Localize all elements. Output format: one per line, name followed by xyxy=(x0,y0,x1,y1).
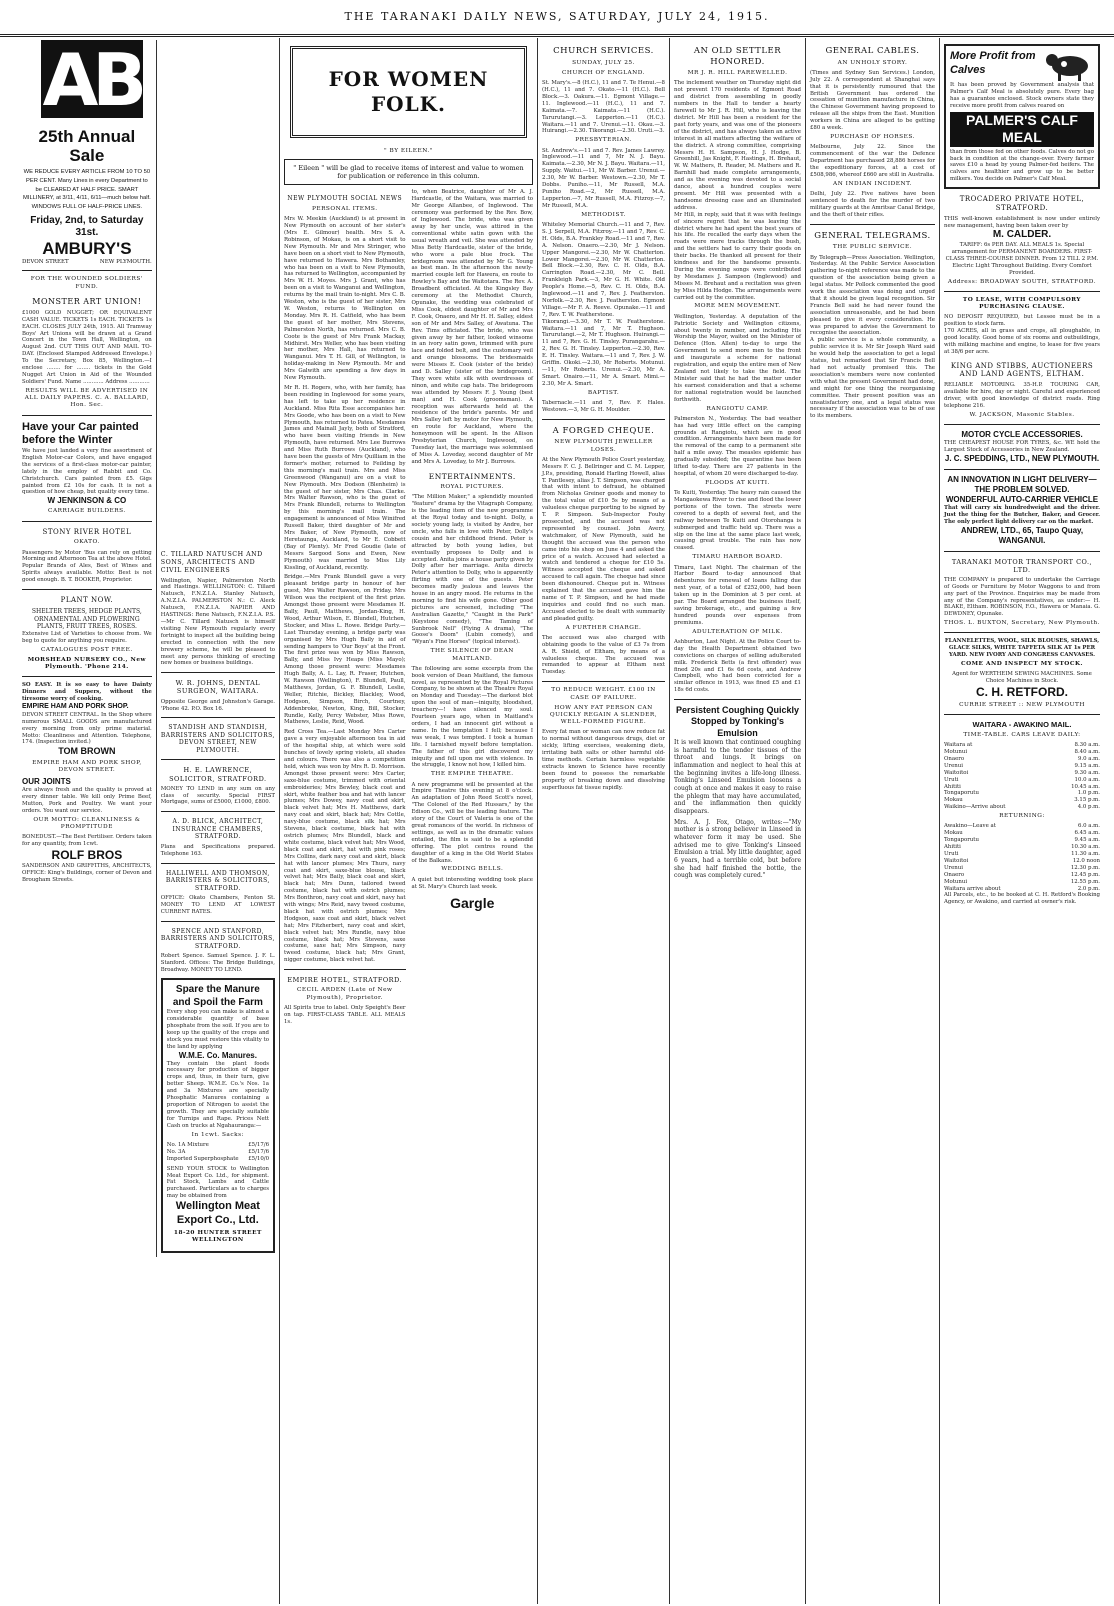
sale-text: WE REDUCE EVERY ARTICLE FROM 10 TO 50 PER CENT. Many Lines in every Department to be CLEARED AT HALF PRICE. SMART MILLINERY, at 3/11, 4/11, 6/11—much below half. WINDOWS FULL OF HALF-PRICE LINES. xyxy=(23,169,151,211)
taranaki-motor: TARANAKI MOTOR TRANSPORT CO., LTD. xyxy=(951,557,1093,574)
prices-head: In 1cwt. Sacks: xyxy=(191,1131,245,1138)
andrew: ANDREW, LTD., 65, Taupo Quay, WANGANUI. xyxy=(960,525,1084,545)
masthead xyxy=(0,0,1114,37)
ambury-address: DEVON STREET NEW PLYMOUTH. xyxy=(22,258,152,265)
sale-dates: Friday, 2nd, to Saturday 31st. xyxy=(30,214,144,239)
joints: OUR JOINTS xyxy=(22,777,71,787)
spence: SPENCE AND STANFORD, BARRISTERS AND SOLICITORS, STRATFORD. xyxy=(160,927,275,950)
methodist: METHODIST. xyxy=(581,211,626,218)
gargle-ad: Gargle xyxy=(450,894,495,911)
union-text: £1000 GOLD NUGGET; OR EQUIVALENT CASH VALUE. TICKETS 1s EACH. TICKETS 1s EACH. CLOSES JULY 24th, 1915. All Tramway Boys' Art Unions will be drawn at a Grand Concert in the Town Hall, Wellington, on August 2nd. CUT THIS OUT AND MAIL TO-DAY. (Enclosed Stamped Addressed Envelope.) To the Secretary, Box 85, Wellington.—I enclose ........ for ........ tickets in the Gold Nugget Art Union in Aid of the Wounded Soldiers' Fund. Name ............ Address ............ xyxy=(22,309,152,385)
rangiotu-text: Palmerston N., Yesterday. The bad weather has had very little effect on the camping grounds at Rangiotu, which are in good condition. Arrangements have been made for the removal of the camp to a permanent site half a mile away. The measles epidemic has gradually subsided; the quarantine has been lifted to-day. There are 27 patients in the hospital, of whom 20 were discharged to-day. xyxy=(674,415,801,477)
royal-text: "The Million Maker," a splendidly mounted "feature" drama by the Vitagraph Company, is the leading item of the new programme at the Royal today and to-night. Dolly, a society young lady, is visited by Andre, her uncle, who falls in love with Peter, Dolly's cousin and her childhood friend. Peter is attracted by both young ladies, but eventually proposes to Dolly and is accepted. Anita joins a house party given by Dolly after her marriage. Anita directs Peter's attention to Dolly, who is apparently flirting with one of the guests. Peter becomes madly jealous and leaves the house in an angry mood. He returns in the morning to find his wife gone. Other good pictures are screened, including "The Australian Gazette," "Caught in the Park" (Keystone comedy), "The Taming of Sunbrook Nell" (Flying A drama), "The Goose's Doom" (Lubin comedy), and "Wyan's Fine Horses" (topical interest). xyxy=(411,494,533,646)
cow-illustration xyxy=(1044,50,1094,82)
red-cross: Red Cross Tea.—Last Monday Mrs Carter gave a very enjoyable afternoon tea in aid of the hospital ship, at which were sold bunches of lovely spring violets, all shades and colours. There was also a competition held, which was won by Mrs R. D. Morrison. Amongst those present were: Mrs Carter, saxe-blue costume, trimmed with oriental embroideries; Mrs Bewley, black coat and skirt, white feather boa and hat with lancer plumes; Mrs Dowey, navy coat and skirt, black velvet hat; Mrs H. Matthews, dark navy coat and skirt, black hat; Mrs Cottle, navy-blue costume, black silk hat; Mrs Stevens, black costume, black hat with ostrich plumes; Mrs Blundell, black and white costume, black velvet hat; Mrs Wood, black coat and skirt, hat with pink roses; Mrs Collins, dark navy coat and skirt, black hat with lancer plumes; Mrs Thurs, navy coat and skirt, saxe-blue blouse, black velvet hat; Mrs Baily, black coat and skirt, black hat; Mrs Dunn, tailored tweed costume, black hat with ostrich plumes; Mrs Bonthron, navy coat and skirt, navy hat with wings; Mrs Reid, navy tweed costume, black hat with ostrich plumes; Mrs Hodgson, saxe coat and skirt, black velvet hat; Mrs Fitzherbert, navy coat and skirt, black velvet hat; Mrs Rundle, navy blue costume, black hat; Mrs Stevens, saxe costume, saxe hat; Mrs Simpson, navy tweed costume, black hat; Mrs Grant, nigger costume, black velvet hat. xyxy=(284,729,406,964)
return-row: Awakino—Leave at 6.0 a.m. xyxy=(944,823,1100,830)
waitara-mail: WAITARA - AWAKINO MAIL. xyxy=(972,720,1072,730)
reduce: TO REDUCE WEIGHT. £100 IN CASE OF FAILURE. xyxy=(551,687,656,701)
manure-text: Every shop you can make is almost a considerable quantity of base phosphate from the soil. If you are to keep up the quality of the crops and stock you must restore this vitality to the land by applying xyxy=(166,1009,269,1050)
blick: A. D. BLICK, ARCHITECT, INSURANCE CHAMBERS, STRATFORD. xyxy=(172,818,264,841)
return-row: Waitoitoi 12.0 noon xyxy=(944,857,1100,864)
column-3 xyxy=(538,38,670,1604)
carrier: WONDERFUL AUTO-CARRIER VEHICLE xyxy=(945,494,1099,504)
schedule-row: Uruti 10.0 a.m. xyxy=(944,776,1100,783)
c-of-e-text: St. Mary's.—8 (H.C.), 11 and 7. Te Henui.—8 (H.C.), 11 and 7. Okato.—11 (H.C.). Bell Block.—3. Oakura.—11. Egmont Village.—11. Inglewood.—11 (H.C.), 11 and 7. Kaimata.—7. Kaimata.—11 (H.C.). Tarurutangi.—3. Lepperton.—11 (H.C.). Waitara.—11 and 7. Urenui.—11. Okau.—3. Huirangi.—2.30. Tikorangi.—2.30. Uruti.—3. xyxy=(542,80,665,135)
adulteration: ADULTERATION OF MILK. xyxy=(692,628,783,635)
union-results: RESULTS WILL BE ADVERTISED IN ALL DAILY PAPERS. C. A. BALLARD, Hon. Sec. xyxy=(24,387,150,409)
okato: OKATO. xyxy=(73,539,100,546)
empire-hotel-text: CECIL ARDEN (Late of New Plymouth), Proprietor. xyxy=(296,987,393,1001)
persistent: Persistent Coughing Quickly Stopped by Tonking's Emulsion xyxy=(675,705,800,738)
blick-text: Plans and Specifications prepared. Telephone 163. xyxy=(160,843,275,857)
ab-logo: AB xyxy=(42,38,142,122)
settler-text: The inclement weather on Thursday night did not prevent 170 residents of Egmont Road and district from assembling in goodly numbers in the Hall to tender a hearty farewell to Mr J. R. Hill, who is leaving the district. Mr Hill has been a resident for the past forty years, and was one of the pioneers of the district, and has always taken an active interest in all matters affecting the welfare of the district. A strong committee, comprising Messrs H. H. Sampson, H. J. Hodge, B. Greenhill, Jas Knight, F. Hastings, H. Brehaut, W. W. Mathers, R. Reader, M. Mathers and R. Barnhill had made complete arrangements, and as the evening was devoted to a social dance, about a hundred couples were present. Mr Hill was presented with a handsome dressing case and an illuminated address. xyxy=(674,80,801,211)
trees: SHELTER TREES, HEDGE PLANTS, ORNAMENTAL AND FLOWERING PLANTS, FRUIT TREES, ROSES. xyxy=(31,607,142,631)
return-row: Uruti 11.30 a.m. xyxy=(944,850,1100,857)
rolf: ROLF BROS xyxy=(51,848,123,863)
manure-title: Spare the Manure and Spoil the Farm xyxy=(172,984,263,1008)
more-text: Tikorangi.—3.30, Mr T. W. Featherstone. Waitara.—11 and 7, Mr T. Hughson. Tarurutangi.—2, Mr T. Hughson. Huirangi.—11 and 7, Rev. G. H. Tinsley. Purangarahu.—2, Rev. G. H. Tinsley. Lepperton.—2.30, Rev. E. H. Tinsley. Waitara.—11 and 7, Rev. J. W. Griffin. Okoki.—2.30, Mr Roberts. Motunui.—11, Mr Roberts. Urenui.—2.30, Mr A. Smart. Onairo.—11, Mr A. Smart. Mimi.—2.30, Mr A. Smart. xyxy=(542,318,665,387)
methodist-text: Whiteley Memorial Church.—11 and 7, Rev. S. J. Serpell, M.A. Fitzroy.—11 and 7, Rev. C. H. Olds, B.A. Frankley Road.—11 and 7, Rev. A. Nelson. Onaero.—2.30, Mr J. Nelson. Upper Mangorei.—2.30, Mr W. Chatterton. Lower Mangorei.—2.30, Mr W. Chatterton. Bell Block.—2.30, Rev. C. H. Olds, B.A. Carrington Road.—2.30, Mr C. Bell. Frankleigh Park.—3, Mr G. H. White. Old People's Home.—5, Rev. C. H. Olds, B.A. Inglewood.—11 and 7, Rev. J. Featherston. Norfolk.—2.30, Rev. J. Featherston. Egmont Village.—Mr F. A. Reeve. Opunake.—11 and 7, Rev. T. W. Featherstone. xyxy=(542,221,665,318)
taranaki-text: THE COMPANY is prepared to undertake the Carriage of Goods or Furniture by Motor Waggons to and from any part of the Province. Enquiries may be made from any of the Company's representatives, as under:— H. BLAKE, Eltham. ROBINSON, F.O., Hawera or Manaia. G. DEWDNEY, Opunake. xyxy=(944,576,1100,618)
calves-text: It has been proved by Government analysis that Palmer's Calf Meal is absolutely pure. Every bag has a guarantee enclosed. Stock owners state they receive more profit from calves reared on xyxy=(950,82,1094,109)
personal-heading: PERSONAL ITEMS. xyxy=(311,205,378,212)
jackson: W. JACKSON, Masonic Stables. xyxy=(969,411,1075,418)
car-title: Have your Car painted before the Winter xyxy=(22,420,139,447)
so-easy: SO EASY. It is so easy to have Dainty Dinners and Suppers, without the tiresome worry of cooking. xyxy=(22,682,152,703)
trocadero: TROCADERO PRIVATE HOTEL, STRATFORD. xyxy=(959,195,1085,212)
manure-ad xyxy=(161,978,275,1253)
tariff: TARIFF: 6s PER DAY. ALL MEALS 1s. Special arrangement for PERMANENT BOARDERS. FIRST-CLASS THREE-COURSE DINNER. From 12 TILL 2 P.M. Electric Light Throughout Building. Every Comfort Provided. xyxy=(945,241,1099,276)
carriage: CARRIAGE BUILDERS. xyxy=(48,508,126,515)
adulteration-text: Ashburton, Last Night. At the Police Court to-day the Health Department obtained two convictions on charges of selling adulterated milk. Frederick Betts (a first offender) was fined 20s and £1 6s 6d costs, and Andrew Campbell, who had been convicted for a similar offence in 1913, was fined £5 and £1 18s 6d costs. xyxy=(674,638,801,694)
king-text: RELIABLE MOTORING. 35-H.P. TOURING CAR, available for hire, day or night. Careful and experienced driver, with good knowledge of district roads. Ring telephone 216. xyxy=(944,382,1100,409)
to-lease: TO LEASE, WITH COMPULSORY PURCHASING CLAUSE. xyxy=(962,296,1082,310)
return-row: Tongaporutu 9.45 a.m. xyxy=(944,837,1100,844)
professional-cards xyxy=(161,40,275,1257)
personal-text: Mrs W. Meekin (Auckland) is at present in New Plymouth on account of her sister's (Mrs E. Gilmour) health. Mrs S. A. Robinson, of Mokau, is on a short visit to New Plymouth. Mr and Mrs Stringer, who have been on a short visit to New Plymouth, have returned to Hawera. Mrs Bothamley, who has been on a visit to New Plymouth, has returned to Wellington, accompanied by Mrs W. H. Moyes. Mrs J. Grant, who has been on a visit to Wanganui and Wellington, returns by the mail train to-night. Mrs C. B. Weston, who is the guest of her sister, Mrs W. Weston, returns to Wellington on Monday. Mrs R. H. Catfield, who has been the guest of her mother, Mrs Stevens, Palmerston North, has returned. Mrs C. B. Coote is the guest of Mrs Frank Mackay, Midhirst. Mrs Weller, who has been visiting her mother, Mrs Hall, has returned to Wanganui. Mrs T. H. Gill, of Wellington, is holiday-making in New Plymouth. Mr and Mrs Galwith are spending a few days in New Plymouth. xyxy=(284,216,406,382)
silence-text: The following are some excerpts from the book version of Dean Maitland, the famous novel, as represented by the Royal Pictures Company, to be shown at the Theatre Royal on Monday and Tuesday:—The darkest blot upon the soul of man—iniquity, bloodshed, treachery—! have silenced my soul. Fourteen years ago, when in Maitland's orders, I had an innocent girl without a name. In the temptation I fell; because I was weak, I was tempted. I took a human life. I tarnished myself before temptation. The father of this girl discovered my iniquity and fell upon me with violence. In the struggle, I know not how, I killed him. xyxy=(411,665,533,769)
settler-sub: MR J. R. HILL FAREWELLED. xyxy=(687,70,788,77)
baptist-text: Tabernacle.—11 and 7, Rev. F. Hales. Westown.—3, Mr G. H. Moulder. xyxy=(542,399,665,413)
bone: BONEDUST.—The Best Fertiliser. Orders taken for any quantity, from 1cwt. xyxy=(22,834,152,848)
union-title: MONSTER ART UNION! xyxy=(32,296,142,306)
wedding: WEDDING BELLS. xyxy=(441,866,504,873)
more-men-text: Wellington, Yesterday. A deputation of the Patriotic Society and Wellington citizens, about twenty in number, and including His Worship the Mayor, waited on the Minister of Defence (Hon. Allen) to-day to urge the Government to send more men to the front and inaugurate a scheme for national registration, and equip the entire men of New Zealand not likely to take the field. The Minister said that he had the matter under his earnest consideration and that a scheme for national registration would be launched forthwith. xyxy=(674,313,801,403)
no-deposit: NO DEPOSIT REQUIRED, but Lessee must be in a position to stock farm. xyxy=(944,314,1100,328)
sale-title: 25th Annual Sale xyxy=(38,127,136,165)
empire-text: A new programme will be presented at the Empire Theatre this evening at 8 o'clock. An adaptation of John Reed Scott's novel, "The Colonel of the Red Hussars," by the Edison Co., will be the leading feature. The story of the Court of Valeria is one of the great romances of the world. In richness of settings, as well as in the dramatic values entailed, the film is said to be a splendid offering. The plot centres round the daughter of a king in the Old World States of the Balkans. xyxy=(411,781,533,864)
send-stock: SEND YOUR STOCK to Wellington Meat Export Co. Ltd., for shipment. Fat Stock, Lambs and Cattle purchased. Particulars as to charges may be obtained from xyxy=(166,1165,269,1200)
np-social: NEW PLYMOUTH SOCIAL NEWS xyxy=(287,195,403,203)
unholy: AN UNHOLY STORY. xyxy=(837,59,908,66)
price-row: Imported Superphosphate £5/10/0 xyxy=(166,1155,269,1162)
schedule-list xyxy=(944,742,1100,811)
column-4 xyxy=(670,38,806,1604)
wellington-meat: Wellington Meat Export Co., Ltd. xyxy=(175,1200,260,1226)
wedding-text-a: to, when Beatrice, daughter of Mr A. J. Hardcastle, of the Waitara, was married to Mr George Allanbee, of Inglewood. The ceremony was performed by the Rev. Bow, of Inglewood. The bride, who was given away by her uncle, was attired in the conventional white satin gown with the usual wreath and veil. She was attended by Miss Betty Hardcastle, sister of the bride, who wore a pale blue frock. The bridegroom was attended by Mr G. Young as best man. In the afternoon the newly-married couple left for Hawera, en route to Rowley's Bay and the Waitotara. The Rev. A. Broadbent officiated. At the Kingsley Bay ceremony at the Methodist Church, Opunake, the wedding was celebrated of Miss Cook, eldest daughter of Mr and Mrs F. Cook, Onaero, and Mr H. H. Salley, eldest son of Mr and Mrs Salley, of Awatuna. The Rev. Tims officiated. The bride, who was given away by her father, looked winsome in an ivory satin gown, trimmed with pure lace and folded belt, and the customary veil and orange blossoms. The bridesmaids were Misses E. Cook (sister of the bride) and D. Salley (sister of the bridegroom). They wore white silk with overdresses of ninon, and white cap hats. The bridegroom was attended by Messrs F. J. Young (best man) and H. Cook (groomsman). A reception was afterwards held at the residence of the bride's parents. Mr and Mrs Salley left by motor for New Plymouth, en route for Auckland, where the honeymoon will be spent. In the Allison Presbyterian Church, Inglewood, on Tuesday last, the marriage was solemnised of Miss A. Loveday, second daughter of Mr and Mrs A. Loveday, to Mr J. Burrows. xyxy=(411,189,533,465)
halliwell: HALLIWELL AND THOMSON, BARRISTERS & SOLICITORS, STRATFORD. xyxy=(165,869,270,892)
return-row: Onaero 12.45 p.m. xyxy=(944,871,1100,878)
spirits: All Spirits true to label. Only Speight's Beer on tap. FIRST-CLASS TABLE. ALL MEALS 1s. xyxy=(284,1004,406,1025)
palmers-text: than from those fed on other foods. Calves do not go back in condition at the change-over. Every farmer saves £10 a head by young Palmer-fed heifers. The calves are healthier and grow up to be better milkers. You decide on Palmer's Calf Meal. xyxy=(950,148,1094,183)
morshead: MORSHEAD NURSERY CO., New Plymouth. 'Phone 214. xyxy=(27,656,147,671)
more-profit: More Profit from Calves xyxy=(950,50,1036,76)
column-6 xyxy=(940,38,1104,1604)
schedule-row: Motunui 8.40 a.m. xyxy=(944,748,1100,755)
schedule-row: Waitoitoi 9.30 a.m. xyxy=(944,769,1100,776)
public-text: By Telegraph—Press Association. Wellington, Yesterday. At the Public Service Association gathering to-night reference was made to the question of the association being given a legal status. Mr Pollock commented the good work the association was doing and urged that it should be given legal recognition. Sir Francis Bell said he had never found the association unreasonable, and he had been pleased to give it every consideration. He was prepared to advise the Government to recognise the association. xyxy=(810,254,935,337)
fox-text: Mrs. A. J. Fox, Otago, writes:—"My mother is a strong believer in Linseed in whatever form it may be used. She advised me to give Tonking's Linseed Emulsion a trial. My little daughter, aged 6 years, had a terrible cold, but before she had half finished the bottle, the cough was completely cured." xyxy=(674,818,801,880)
ambury: AMBURY'S xyxy=(42,238,132,258)
cables-heading: GENERAL CABLES. xyxy=(825,46,920,56)
wedding-text: A quiet but interesting wedding took place at St. Mary's Church last week. xyxy=(411,876,533,890)
more-men: MORE MEN MOVEMENT. xyxy=(694,303,781,310)
further: A FURTHER CHARGE. xyxy=(565,624,642,631)
johns-text: Opposite George and Johnston's Garage. 'Phone 42. P.O. Box 16. xyxy=(160,698,275,712)
presb: PRESBYTERIAN. xyxy=(575,137,632,144)
tillard-text: Wellington, Napier, Palmerston North and Hastings. WELLINGTON: C. Tillard Natusch, F.N.Z.I.A. Stanley Natusch, A.N.Z.I.A. PALMERSTON N.: C. Aleck Natusch, F.N.Z.I.A. NAPIER AND HASTINGS: Rene Natusch, F.N.Z.I.A. P.S.—Mr C. Tillard Natusch is himself visiting New Plymouth regularly every fortnight to inspect all the building being erected in connection with the new brewery scheme, he will be pleased to meet any persons thinking of erecting new homes or business buildings. xyxy=(160,577,275,667)
standish: STANDISH AND STANDISH, BARRISTERS AND SOLICITORS, DEVON STREET, NEW PLYMOUTH. xyxy=(160,724,275,754)
retford: C. H. RETFORD. xyxy=(976,685,1068,700)
forged-heading: A FORGED CHEQUE. xyxy=(552,425,655,436)
catalogues: CATALOGUES POST FREE. xyxy=(41,646,133,653)
sunday: SUNDAY, JULY 25. xyxy=(572,59,635,66)
ham: EMPIRE HAM AND PORK SHOP. xyxy=(22,703,129,711)
prices-list xyxy=(167,1142,269,1163)
purchase-text: Melbourne, July 22. Since the commencement of the war the Defence Department has purchased 28,886 horses for the expeditionary forces, at a cost of £508,986, whereof £660 are still in Australia. xyxy=(810,144,935,178)
motorcycle: MOTOR CYCLE ACCESSORIES. xyxy=(961,430,1083,439)
bridge-text: Bridge.—Mrs Frank Blundell gave a very pleasant bridge party in honour of her guest, Mrs Walter Rawson, on Friday. Mrs Wilson was the recipient of the first prize. Amongst those present were Mesdames H. Bally, Paull, Matthews, Jordan-King, H. Wood, Arthur Wilson, E. Blundell, Hutchen, Stocker, and Miss L. Rowe. Bridge Party.—Last Thursday evening, a bridge party was organised by Mrs Hugh Baily in aid of sending hampers to 'Our Boys' at the Front. The first prize was won by Miss Rawson, Bally, and Miss Ivy Heaps (Miss Mayo); Among those present were: Mesdames Hugh Bally, A. L. Lay, R. Fraser, Hutchen, W. Rawson (Wellington), F. Blundell, Paull, Matthews, Jordan, G. F. Blundell, Leslie, Weller, Ritchie, Bickley, Blackley, Wood, Hodgson, Simpson, Birch, Courtney, Addenbroke, Newton, King, Bill, Stocker, Rundle, Kelly, Percy Webster, Miss Rowe, Mathews, Leslie, Reid, Wood. xyxy=(284,574,406,726)
royal: ROYAL PICTURES. xyxy=(440,484,504,491)
car-text: We have just landed a very fine assortment of English Motor-car Colors, and have engaged the services of a first-class motor-car painter, lately in the employ of Rabbit and Co. Christchurch. Cars painted from £5. Gigs painted from £2 10s for cash. It is not a question of how cheap, but quality every time. xyxy=(22,448,152,496)
returning: RETURNING: xyxy=(999,813,1045,820)
our-motto: OUR MOTTO: CLEANLINESS & PROMPTITUDE xyxy=(33,816,141,830)
calder: M. CALDER. xyxy=(992,229,1052,241)
further-text: The accused was also charged with obtaining goods to the value of £3 7s from A. R. Shield, of Eltham, by means of a valueless cheque. The accused was remanded to appear at Eltham next Tuesday. xyxy=(542,634,665,676)
trocadero-text: THIS well-known establishment is now under entirely new management, having been taken over by xyxy=(944,215,1100,229)
trocadero-address: Address: BROADWAY SOUTH, STRATFORD. xyxy=(947,278,1097,285)
price-row: No. 1A Mixture £5/17/6 xyxy=(166,1141,269,1148)
palmers: PALMER'S CALF MEAL xyxy=(950,112,1094,147)
jenkinson: W JENKINSON & CO xyxy=(47,496,127,506)
return-row: Ahititi 10.30 a.m. xyxy=(944,844,1100,851)
settler-heading: AN OLD SETTLER HONORED. xyxy=(693,46,782,67)
schedule-row: Waikino—Arrive about 4.0 p.m. xyxy=(944,804,1100,811)
acres: 170 ACRES, all in grass and crops, all ploughable, in good locality. Good home of six rooms and outbuildings, with milking machine and engine, to lease for five years at 38/6 per acre. xyxy=(944,328,1100,355)
stony-river: STONY RIVER HOTEL xyxy=(42,527,132,536)
by-line: " BY EILEEN." xyxy=(384,148,433,154)
schedule-row: Waitara at 8.30 a.m. xyxy=(944,742,1100,749)
parcels: All Parcels, etc., to be booked at C. H. Retford's Booking Agency, or Awakino, and carried at owner's risk. xyxy=(944,892,1100,906)
purchase: PURCHASE OF HORSES. xyxy=(830,134,915,141)
unholy-text: (Times and Sydney Sun Services.) London, July 22. A correspondent at Shanghai says that it is persistently rumoured that the British Government has ordered the cessation of munition manufacture in China, the Chinese Government having proposed to release all the ships from the East. Munition workers in China are alleged to be getting £80 a week. xyxy=(810,69,935,132)
rangiotu: RANGIOTU CAMP. xyxy=(706,405,769,412)
motorcycle-text: THE CHEAPEST HOUSE FOR TYRES, &c. WE hold the Largest Stock of Accessories in New Zealand. xyxy=(944,440,1100,453)
timetable: TIME-TABLE. CARS LEAVE DAILY: xyxy=(963,731,1081,738)
column-1 xyxy=(18,38,280,1604)
stony-text: Passengers by Motor 'Bus can rely on getting Morning and Afternoon Tea at the above Hotel. Popular Brands of Ales, Best of Wines and Spirits always available. Motto: Best is not good enough. B. T. BOOKER, Proprietor. xyxy=(22,549,152,584)
schedule-row: Onaero 9.0 a.m. xyxy=(944,755,1100,762)
timaru-text: Timaru, Last Night. The chairman of the Harbor Board to-day announced that debentures for renewal of loans falling due next year, of a total of £252,000, had been taken up in the Dominion at 5 per cent. at par. The Board arranged the business itself, saving brokerage, etc., and gaining a few hundred pounds over expenses from premiums. xyxy=(674,564,801,626)
return-row: Waitara arrive about 2.0 p.m. xyxy=(944,885,1100,892)
schedule-row: Mokau 3.15 p.m. xyxy=(944,797,1100,804)
plant-now: PLANT NOW. xyxy=(60,596,114,605)
buxton: THOS. L. BUXTON, Secretary, New Plymouth. xyxy=(944,620,1100,627)
reduce-sub: HOW ANY FAT PERSON CAN QUICKLY REGAIN A SLENDER, WELL-FORMED FIGURE. xyxy=(549,704,658,726)
wellington-meat-addr: 18-20 HUNTER STREET WELLINGTON xyxy=(173,1229,262,1243)
retford-addr: CURRIE STREET :: NEW PLYMOUTH xyxy=(959,702,1085,709)
newspaper-title: THE TARANAKI DAILY NEWS, SATURDAY, JULY 24, 1915. xyxy=(344,10,770,23)
return-row: Urenui 12.30 p.m. xyxy=(944,864,1100,871)
tom-text: EMPIRE HAM AND PORK SHOP, DEVON STREET. xyxy=(32,759,142,773)
sanderson: SANDERSON AND GRIFFITHS, ARCHITECTS, OFFICE: King's Buildings, corner of Devon and Brougham Streets. xyxy=(22,863,152,883)
lawrence-text: MONEY TO LEND in any sum on any class of security. Special FIRST Mortgage, sums of £5000, £1000, £800. xyxy=(160,785,275,806)
reduce-text: Every fat man or woman can now reduce fat to normal without dangerous drugs, diet or sickly, lifting exercises, weakening diets, irritating bath salts or other harmful old-time methods. Certain harmless vegetable extracts known to Science have recently been found to possess the remarkable property of breaking down and dissolving superfluous fat tissue rapidly. xyxy=(542,729,665,791)
column-5 xyxy=(806,38,940,1604)
indian: AN INDIAN INCIDENT. xyxy=(833,180,912,187)
public-more: A public service is a whole community, a public service it is. Mr Sir Joseph Ward said he would help the association to get a legal status, but remarked that Sir Francis Bell had not actually promised this. The association's members were now contented with what the present Government had done, and might for one thing the reorganising committee. Their present position was an unsatisfactory one, and a legal status was necessary if the association was to be of use to its members. xyxy=(810,337,935,420)
eileen-note: " Eileen " will be glad to receive items of interest and value to women for publication or reference in this column. xyxy=(284,159,533,185)
indian-text: Delhi, July 22. Five natives have been sentenced to death for the murder of two military guards at the Amritsar Canal Bridge, and the theft of their rifles. xyxy=(810,191,935,218)
forged-sub: NEW PLYMOUTH JEWELLER LOSES. xyxy=(554,439,653,453)
carrier-text: That will carry six hundredweight and the driver. Just the thing for the Butcher, Baker, and Grocer. The only perfect light delivery car on the market. xyxy=(944,504,1100,525)
baptist: BAPTIST. xyxy=(587,389,620,396)
presb-text: St. Andrew's.—11 and 7. Rev. James Lawrey. Inglewood.—11 and 7, Mr N. J. Bayu. Kaimata.—2.30, Mr N. J. Bayu. Waitara.—11, Supply. Waitui.—11, Mr W. Barber. Urenui.—2.30, Mr W. Barber. Westown.—2.30, Mr T. Dobbs. Puniho.—11, Mr Russell, M.A. Puniho Road.—2, Mr Russell, M.A. Lepperton.—7, Mr Russell, M.A. Fitzroy.—7, Mr Russell, M.A. xyxy=(542,147,665,209)
union-fund: FOR THE WOUNDED SOLDIERS' FUND. xyxy=(30,276,143,290)
schedule-row: Urenui 9.15 a.m. xyxy=(944,762,1100,769)
public-service: THE PUBLIC SERVICE. xyxy=(832,244,913,251)
return-row: Motunui 12.55 p.m. xyxy=(944,878,1100,885)
silence: THE SILENCE OF DEAN MAITLAND. xyxy=(430,648,514,662)
tom-brown: TOM BROWN xyxy=(58,746,116,757)
return-row: Mokau 6.45 a.m. xyxy=(944,830,1100,837)
entertainments: ENTERTAINMENTS. xyxy=(428,471,516,481)
halliwell-text: OFFICE: Okato Chambers, Fenton St. MONEY TO LEND AT LOWEST CURRENT RATES. xyxy=(160,895,275,916)
telegrams-heading: GENERAL TELEGRAMS. xyxy=(814,230,931,241)
settler-text2: Mr Hill, in reply, said that it was with feelings of sincere regret that he was leaving the district where he had spent the best years of his life. He recalled the early days when the roads were mere tracks through the bush, and the settlers had to carry their goods on their backs. He thanked all present for their kindness and for the handsome presents. During the evening songs were contributed by Mesdames J. Sampson (Inglewood) and Misses M. Brehaut and a recitation was given by Miss Hilda Hodge. The arrangements were carried out by the committee. xyxy=(674,211,801,301)
wmc-text: They contain the plant foods necessary for production of bigger crops and, thus, in their turn, give better Sheep. W.M.E. Co.'s Nos. 1a and 3a Mixtures are specially Phosphatic Manures containing a proportion of Nitrogen to assist the growth. They are specially suitable for Turnips and Rape. Prices Nett Cash on trucks at Ngahauranga:— xyxy=(166,1060,269,1129)
agent: Agent for WERTHEIM SEWING MACHINES. Some Choice Machines in Stock. xyxy=(952,671,1092,685)
schedule-row: Ahititi 10.45 a.m. xyxy=(944,783,1100,790)
empire-theatre: THE EMPIRE THEATRE. xyxy=(430,771,514,778)
wmc: W.M.E. Co. Manures. xyxy=(178,1050,257,1060)
personal-more: Mr R. H. Rogers, who, with her family, has been residing in Inglewood for some years, has left to take up her residence in Auckland. Miss Rita Esse accompanies her. Mrs Goode, who has been on a visit to New Plymouth, has returned to Patea. Mesdames James and Mainall Jayly, both of Stratford, who have been visiting friends in New Plymouth, have returned. Mrs Lee Burrows and Miss Ruth Burrows (Auckland), who have been the guests of Mrs Quilliam in the former's mother, returned to Feilding by this morning's mail train. Mrs and Miss Greenwood (Wanganui) are on a visit to New Plymouth. Mrs Dodson (Blenheim) is the guest of her sister, Mrs Chas. Clarke. Mrs Walter Rawson, who is the guest of Mrs Frank Blundell, returns to Wellington by this morning's mail train. The engagement is announced of Miss Winifred Russell Baker, third daughter of Mr and Mrs Baker, of New Plymouth, now of Heretaunga, Auckland, to Mr E. Cobbett (Bay of Plenty). Mr Fred Goudie (late of Messrs Sargood Sons and Ewen, New Plymouth) was married to Miss Lily Kissling, of Auckland, recently. xyxy=(284,384,406,571)
schedule-row: Tongaporutu 1.0 p.m. xyxy=(944,790,1100,797)
return-schedule-list xyxy=(944,823,1100,892)
lawrence: H. E. LAWRENCE, SOLICITOR, STRATFORD. xyxy=(169,766,267,783)
empire-hotel: EMPIRE HOTEL, STRATFORD. xyxy=(287,976,403,985)
floods-text: Te Kuiti, Yesterday. The heavy rain caused the Mangaokewa River to rise and flood the lower portions of the town. The streets were covered to a depth of several feet, and the railway between Te Kuiti and Otorohanga is submerged and traffic held up. There was a slip on the line at the same place last week, causing great trouble. The rain has now ceased. xyxy=(674,490,801,552)
left-ads xyxy=(22,40,157,1257)
johns: W. R. JOHNS, DENTAL SURGEON, WAITARA. xyxy=(175,679,261,696)
price-row: No. 3A £5/17/6 xyxy=(166,1148,269,1155)
forged-text: At the New Plymouth Police Court yesterday, Messrs F. C. J. Bellringer and C. M. Lepper, J.P.s, presiding, Ronald Harling Howell, alias T. Pantlesey, alias J. T. Simpson, was charged that with intent to defraud, he obtained from Nicholas Greiner goods and money to the total value of £10 5s by means of a valueless cheque purporting to be signed by T. P. Simpson. Sub-Inspector Fouhy prosecuted, and the accused was not represented by counsel. John Avery, watchmaker, of New Plymouth, said he thought the accused was the person who came into his shop on June 4 and asked the price of a watch. Accused had selected a watch and tendered a cheque for £10 5s. Witness accepted the cheque and asked accused to call again. The cheque had since been dishonoured. Cheque put in. Witness explained that the accused gave him the name of T. P. Simpson, and he had made inquiries and could find no such man. Accused elected to be dealt with summarily and pleaded guilty. xyxy=(542,456,665,622)
c-of-e: CHURCH OF ENGLAND. xyxy=(561,69,646,76)
persistent-text: It is well known that continued coughing is harmful to the tender tissues of the throat and lungs. It brings on inflammation and neglect to heal this at the beginning invites a life-long illness. Tonking's Linseed Emulsion loosens a cough at once and makes it easy to raise the phlegm that may have accumulated, and the inflammation then quickly disappears. xyxy=(674,738,801,815)
joints-text: Are always fresh and the quality is proved at every dinner table. We kill only Prime Beef, Mutton, Pork and Poultry. We want your orders. You want our service. xyxy=(22,787,152,814)
come: COME AND INSPECT MY STOCK. xyxy=(960,661,1084,668)
church-heading: CHURCH SERVICES. xyxy=(553,46,654,56)
palmers-ad xyxy=(944,44,1100,189)
spence-text: Robert Spence. Samuel Spence. J. F. L. Stanford. Offices: The Bridge Buildings, Broadway. MONEY TO LEND. xyxy=(160,953,275,974)
stock-list: FLANNELETTES, WOOL, SILK BLOUSES, SHAWLS, GLACE SILKS, WHITE TAFFETA SILK AT 1s PER YARD. NEW IVORY AND CONGRESS CANVASES. xyxy=(944,638,1100,659)
spedding: J. C. SPEDDING, LTD., NEW PLYMOUTH. xyxy=(944,453,1100,463)
innovation: AN INNOVATION IN LIGHT DELIVERY—THE PROBLEM SOLVED. xyxy=(947,474,1097,494)
timaru: TIMARU HARBOR BOARD. xyxy=(692,554,783,561)
floods: FLOODS AT KUITI. xyxy=(705,479,770,486)
ham-text: DEVON STREET CENTRAL. In the Shop where numerous SMALL GOODS are manufactured every morning from only prime material. Motto: Cleanliness and Attention. Telephone, 174. (Inspection invited.) xyxy=(22,711,152,746)
tillard: C. TILLARD NATUSCH AND SONS, ARCHITECTS AND CIVIL ENGINEERS xyxy=(160,551,263,574)
king-stibbs: KING AND STIBBS, AUCTIONEERS AND LAND AGENTS, ELTHAM. xyxy=(950,361,1094,379)
women-folk-header: FOR WOMEN FOLK. xyxy=(290,46,527,138)
column-2 xyxy=(280,38,538,1604)
trees-text: Extensive List of Varieties to choose from. We beg to quote for anything you require. xyxy=(22,630,152,644)
